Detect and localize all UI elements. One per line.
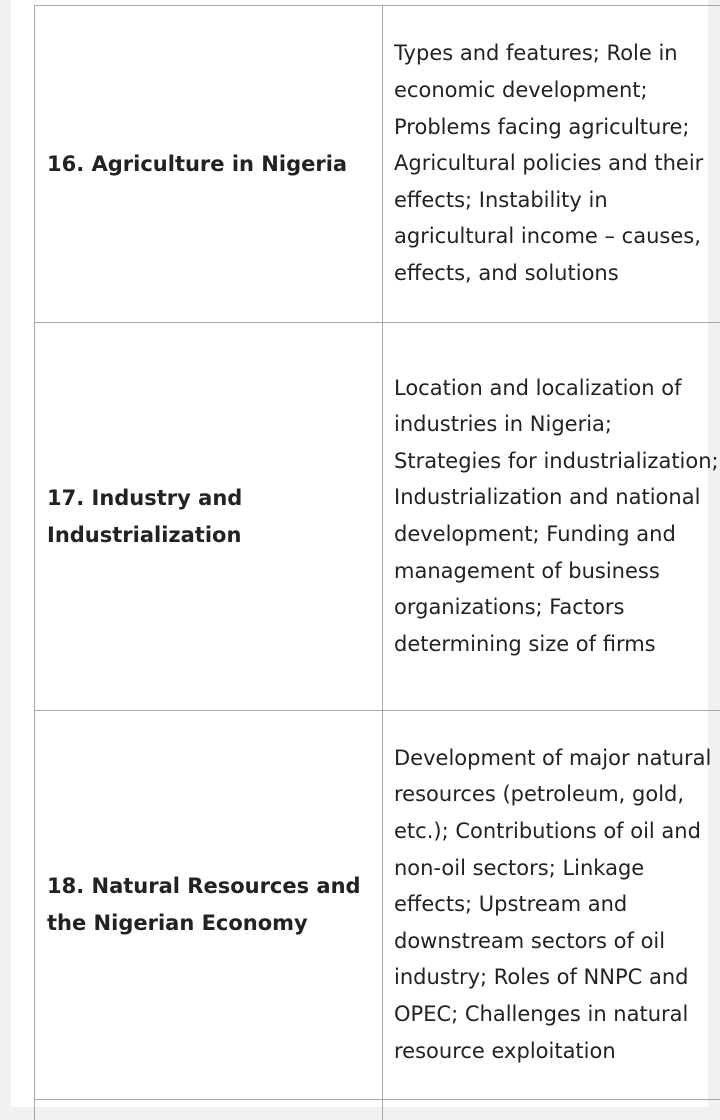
content-cell — [383, 6, 720, 323]
table-row — [35, 711, 720, 1100]
syllabus-table — [34, 5, 720, 1120]
topic-content: Types and features; Role in economic development; Problems facing agriculture; Agricultural policies and their effects; Instability in agricultural income – causes, effects, and solutions — [394, 41, 703, 285]
table-row-partial — [35, 1100, 720, 1120]
topic-content: Location and localization of industries in Nigeria; Strategies for industrialization; Industrialization and national development; Funding and management of business organizations; Factors determining size of firms — [394, 376, 719, 656]
topic-content: Development of major natural resources (petroleum, gold, etc.); Contributions of oil and non-oil sectors; Linkage effects; Upstream and downstream sectors of oil industry; Roles of NNPC and OPEC; Challenges in natural resource exploitation — [394, 746, 711, 1063]
content-cell — [383, 711, 720, 1100]
table-row — [35, 323, 720, 711]
topic-cell — [35, 323, 383, 711]
topic-title: 17. Industry and Industrialization — [47, 486, 242, 547]
topic-cell-partial — [35, 1100, 383, 1120]
content-cell — [383, 323, 720, 711]
topic-cell — [35, 6, 383, 323]
topic-title: 18. Natural Resources and the Nigerian Economy — [47, 874, 361, 935]
content-cell-partial — [383, 1100, 720, 1120]
table-row — [35, 6, 720, 323]
topic-cell — [35, 711, 383, 1100]
topic-title: 16. Agriculture in Nigeria — [47, 152, 347, 176]
